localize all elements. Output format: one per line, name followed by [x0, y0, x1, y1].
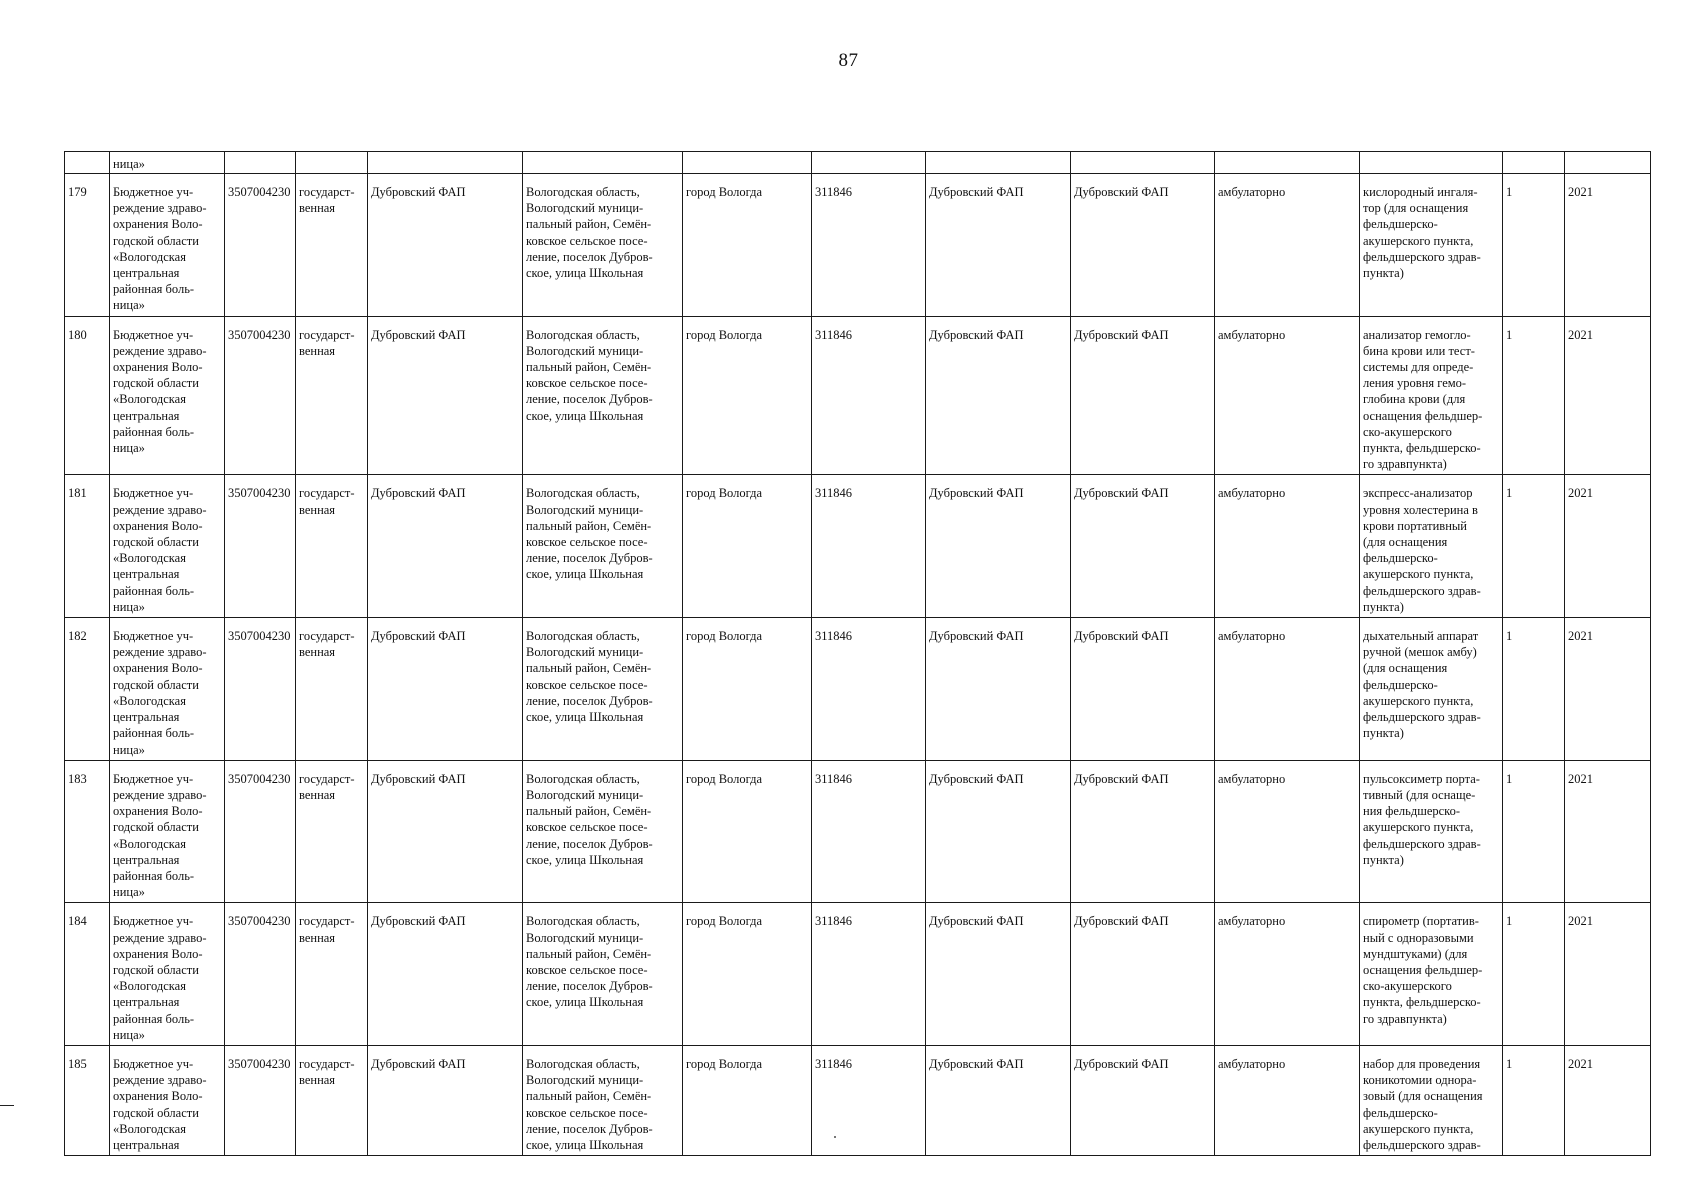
cell-qty: 1 [1503, 174, 1565, 317]
cell-unit2: Дубровский ФАП [1071, 475, 1215, 618]
cell-city [683, 152, 812, 174]
cell-code: 311846 [812, 618, 926, 761]
cell-num: 184 [65, 903, 110, 1046]
cell-city: город Вологда [683, 174, 812, 317]
table-row [65, 760, 1651, 903]
cell-code [812, 152, 926, 174]
margin-mark [0, 1105, 14, 1106]
cell-code: 311846 [812, 903, 926, 1046]
cell-care: амбулаторно [1215, 1045, 1360, 1155]
cell-name: Дубровский ФАП [368, 760, 523, 903]
cell-unit2: Дубровский ФАП [1071, 903, 1215, 1046]
cell-year [1565, 152, 1651, 174]
cell-address: Вологодская область, Вологодский муници- пальный район, Семён- ковское сельское посе- ление, поселок Дубров- ское, улица Школьная [523, 903, 683, 1046]
cell-address: Вологодская область, Вологодский муници- пальный район, Семён- ковское сельское посе- ление, поселок Дубров- ское, улица Школьная [523, 316, 683, 475]
cell-code: 311846 [812, 1045, 926, 1155]
table-row [65, 475, 1651, 618]
cell-name [368, 152, 523, 174]
cell-year: 2021 [1565, 316, 1651, 475]
cell-form: государст- венная [296, 174, 368, 317]
cell-name: Дубровский ФАП [368, 475, 523, 618]
cell-care: амбулаторно [1215, 316, 1360, 475]
cell-unit1 [926, 152, 1071, 174]
cell-name: Дубровский ФАП [368, 903, 523, 1046]
cell-city: город Вологда [683, 475, 812, 618]
cell-inn [225, 152, 296, 174]
cell-city: город Вологда [683, 316, 812, 475]
cell-name: Дубровский ФАП [368, 316, 523, 475]
cell-equipment: кислородный ингаля- тор (для оснащения фельдшерско- акушерского пункта, фельдшерского здрав- пункта) [1360, 174, 1503, 317]
cell-qty: 1 [1503, 760, 1565, 903]
cell-unit2 [1071, 152, 1215, 174]
cell-code: 311846 [812, 316, 926, 475]
cell-num: 185 [65, 1045, 110, 1155]
cell-care: амбулаторно [1215, 760, 1360, 903]
cell-org: ница» [110, 152, 225, 174]
cell-qty: 1 [1503, 1045, 1565, 1155]
cell-form: государст- венная [296, 618, 368, 761]
cell-num: 182 [65, 618, 110, 761]
cell-year: 2021 [1565, 760, 1651, 903]
cell-unit1: Дубровский ФАП [926, 618, 1071, 761]
cell-inn: 3507004230 [225, 760, 296, 903]
table-row [65, 618, 1651, 761]
table-row [65, 903, 1651, 1046]
cell-inn: 3507004230 [225, 174, 296, 317]
cell-unit1: Дубровский ФАП [926, 316, 1071, 475]
cell-unit2: Дубровский ФАП [1071, 1045, 1215, 1155]
cell-num: 180 [65, 316, 110, 475]
cell-name: Дубровский ФАП [368, 618, 523, 761]
cell-city: город Вологда [683, 618, 812, 761]
cell-org: Бюджетное уч- реждение здраво- охранения Воло- годской области «Вологодская центральная районная боль- ница» [110, 760, 225, 903]
scan-dot [834, 1136, 836, 1138]
cell-year: 2021 [1565, 174, 1651, 317]
table-row [65, 1045, 1651, 1155]
cell-num: 181 [65, 475, 110, 618]
cell-care: амбулаторно [1215, 475, 1360, 618]
cell-num: 179 [65, 174, 110, 317]
table-row-continuation [65, 152, 1651, 174]
cell-unit1: Дубровский ФАП [926, 903, 1071, 1046]
cell-unit1: Дубровский ФАП [926, 1045, 1071, 1155]
cell-unit1: Дубровский ФАП [926, 760, 1071, 903]
cell-form: государст- венная [296, 475, 368, 618]
cell-org: Бюджетное уч- реждение здраво- охранения Воло- годской области «Вологодская центральная районная боль- ница» [110, 475, 225, 618]
cell-unit1: Дубровский ФАП [926, 475, 1071, 618]
cell-year: 2021 [1565, 475, 1651, 618]
cell-form: государст- венная [296, 903, 368, 1046]
cell-unit2: Дубровский ФАП [1071, 316, 1215, 475]
cell-unit2: Дубровский ФАП [1071, 760, 1215, 903]
cell-city: город Вологда [683, 903, 812, 1046]
cell-org: Бюджетное уч- реждение здраво- охранения Воло- годской области «Вологодская центральная [110, 1045, 225, 1155]
cell-org: Бюджетное уч- реждение здраво- охранения Воло- годской области «Вологодская центральная районная боль- ница» [110, 174, 225, 317]
cell-code: 311846 [812, 760, 926, 903]
cell-unit2: Дубровский ФАП [1071, 618, 1215, 761]
table-row [65, 174, 1651, 317]
cell-care: амбулаторно [1215, 903, 1360, 1046]
cell-name: Дубровский ФАП [368, 174, 523, 317]
cell-qty: 1 [1503, 903, 1565, 1046]
cell-inn: 3507004230 [225, 475, 296, 618]
data-table [64, 151, 1651, 1156]
cell-equipment: экспресс-анализатор уровня холестерина в крови портативный (для оснащения фельдшерско- акушерского пункта, фельдшерского здрав- пункта) [1360, 475, 1503, 618]
cell-inn: 3507004230 [225, 1045, 296, 1155]
cell-code: 311846 [812, 174, 926, 317]
table-row [65, 316, 1651, 475]
cell-year: 2021 [1565, 903, 1651, 1046]
cell-care: амбулаторно [1215, 618, 1360, 761]
cell-equipment: набор для проведения коникотомии однора- зовый (для оснащения фельдшерско- акушерского пункта, фельдшерского здрав- [1360, 1045, 1503, 1155]
cell-address: Вологодская область, Вологодский муници- пальный район, Семён- ковское сельское посе- ление, поселок Дубров- ское, улица Школьная [523, 618, 683, 761]
cell-org: Бюджетное уч- реждение здраво- охранения Воло- годской области «Вологодская центральная районная боль- ница» [110, 618, 225, 761]
cell-form: государст- венная [296, 760, 368, 903]
cell-equipment [1360, 152, 1503, 174]
cell-name: Дубровский ФАП [368, 1045, 523, 1155]
cell-address [523, 152, 683, 174]
cell-code: 311846 [812, 475, 926, 618]
cell-org: Бюджетное уч- реждение здраво- охранения Воло- годской области «Вологодская центральная районная боль- ница» [110, 903, 225, 1046]
cell-qty: 1 [1503, 316, 1565, 475]
cell-org: Бюджетное уч- реждение здраво- охранения Воло- годской области «Вологодская центральная районная боль- ница» [110, 316, 225, 475]
cell-care: амбулаторно [1215, 174, 1360, 317]
cell-address: Вологодская область, Вологодский муници- пальный район, Семён- ковское сельское посе- ление, поселок Дубров- ское, улица Школьная [523, 174, 683, 317]
cell-care [1215, 152, 1360, 174]
cell-unit1: Дубровский ФАП [926, 174, 1071, 317]
cell-qty: 1 [1503, 618, 1565, 761]
cell-equipment: спирометр (портатив- ный с одноразовыми мундштуками) (для оснащения фельдшер- ско-акушерского пункта, фельдшерско- го здравпункта) [1360, 903, 1503, 1046]
cell-form: государст- венная [296, 316, 368, 475]
cell-form: государст- венная [296, 1045, 368, 1155]
cell-num [65, 152, 110, 174]
cell-city: город Вологда [683, 1045, 812, 1155]
cell-address: Вологодская область, Вологодский муници- пальный район, Семён- ковское сельское посе- ление, поселок Дубров- ское, улица Школьная [523, 475, 683, 618]
cell-qty: 1 [1503, 475, 1565, 618]
cell-equipment: пульсоксиметр порта- тивный (для оснаще- ния фельдшерско- акушерского пункта, фельдшерского здрав- пункта) [1360, 760, 1503, 903]
cell-equipment: анализатор гемогло- бина крови или тест- системы для опреде- ления уровня гемо- глобина крови (для оснащения фельдшер- ско-акушерского пункта, фельдшерско- го здравпункта) [1360, 316, 1503, 475]
cell-year: 2021 [1565, 1045, 1651, 1155]
cell-equipment: дыхательный аппарат ручной (мешок амбу) (для оснащения фельдшерско- акушерского пункта, фельдшерского здрав- пункта) [1360, 618, 1503, 761]
cell-address: Вологодская область, Вологодский муници- пальный район, Семён- ковское сельское посе- ление, поселок Дубров- ское, улица Школьная [523, 1045, 683, 1155]
cell-inn: 3507004230 [225, 618, 296, 761]
cell-city: город Вологда [683, 760, 812, 903]
cell-form [296, 152, 368, 174]
cell-address: Вологодская область, Вологодский муници- пальный район, Семён- ковское сельское посе- ление, поселок Дубров- ское, улица Школьная [523, 760, 683, 903]
cell-num: 183 [65, 760, 110, 903]
cell-unit2: Дубровский ФАП [1071, 174, 1215, 317]
cell-inn: 3507004230 [225, 316, 296, 475]
cell-inn: 3507004230 [225, 903, 296, 1046]
cell-qty [1503, 152, 1565, 174]
cell-year: 2021 [1565, 618, 1651, 761]
page-number: 87 [838, 50, 859, 71]
